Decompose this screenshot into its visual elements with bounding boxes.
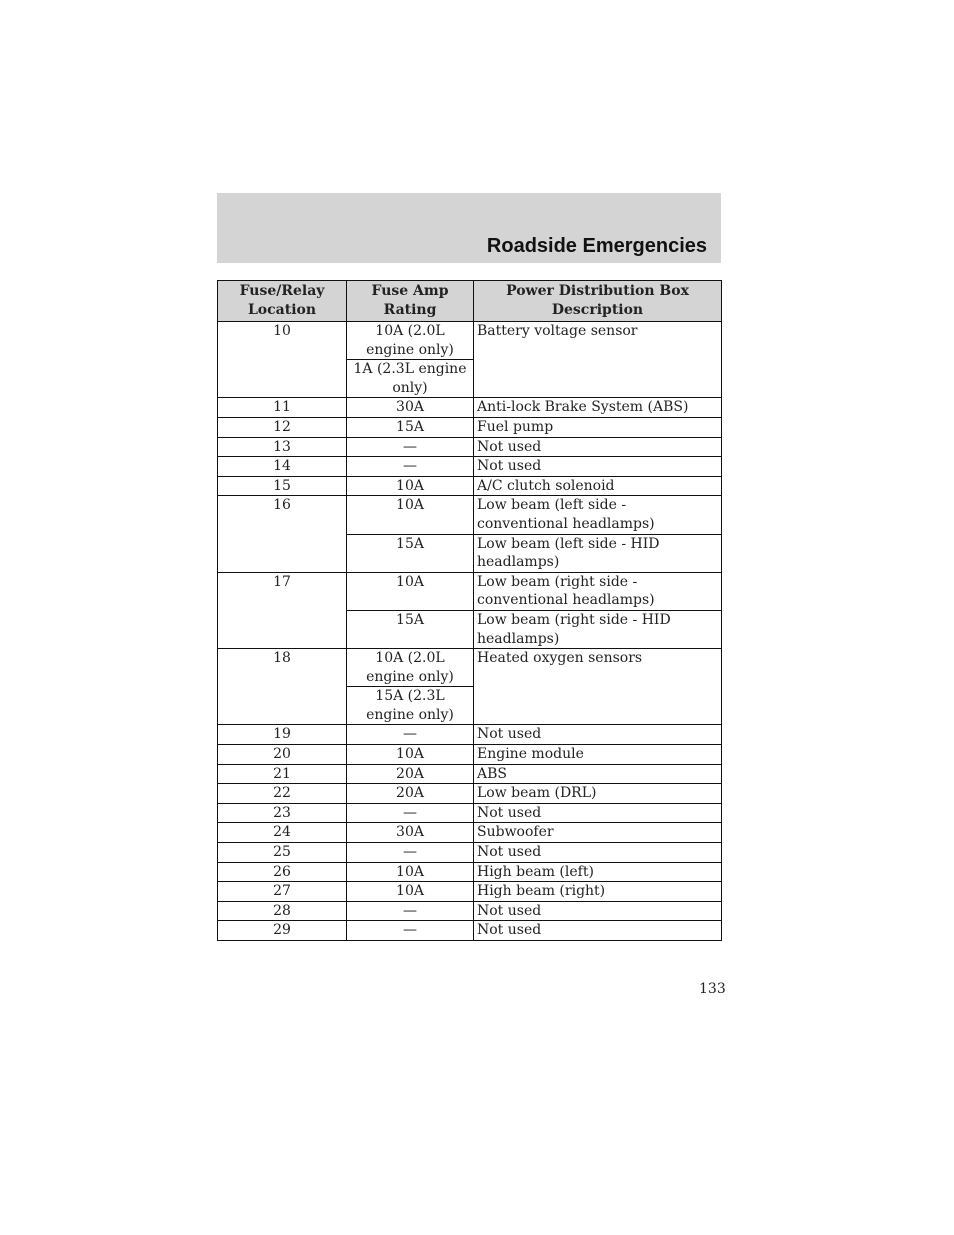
fuse-amp-cell: 10A <box>347 476 474 496</box>
fuse-description-cell: A/C clutch solenoid <box>474 476 722 496</box>
fuse-description-cell: Low beam (left side - conventional headlamps) <box>474 496 722 534</box>
fuse-description-cell: Anti-lock Brake System (ABS) <box>474 398 722 418</box>
fuse-description-cell: Not used <box>474 437 722 457</box>
fuse-table <box>217 280 722 941</box>
fuse-amp-cell: — <box>347 437 474 457</box>
fuse-description-cell: Not used <box>474 921 722 941</box>
table-row <box>218 862 722 882</box>
fuse-amp-cell: 30A <box>347 398 474 418</box>
fuse-amp-cell: 15A <box>347 610 474 648</box>
fuse-location-cell: 17 <box>218 572 347 648</box>
fuse-description-cell: High beam (right) <box>474 882 722 902</box>
table-header-row <box>218 281 722 322</box>
fuse-amp-cell: 10A <box>347 496 474 534</box>
fuse-amp-cell: 10A <box>347 745 474 765</box>
fuse-description-cell: ABS <box>474 764 722 784</box>
fuse-location-cell: 28 <box>218 901 347 921</box>
fuse-location-cell: 19 <box>218 725 347 745</box>
fuse-description-cell: Not used <box>474 901 722 921</box>
table-row <box>218 398 722 418</box>
table-row <box>218 745 722 765</box>
fuse-amp-cell: 15A <box>347 534 474 572</box>
fuse-amp-cell: — <box>347 803 474 823</box>
table-row <box>218 476 722 496</box>
column-header-amp: Fuse Amp Rating <box>347 281 474 322</box>
fuse-amp-cell: — <box>347 725 474 745</box>
fuse-location-cell: 21 <box>218 764 347 784</box>
table-row <box>218 457 722 477</box>
fuse-description-cell: Low beam (right side - conventional headlamps) <box>474 572 722 610</box>
fuse-location-cell: 16 <box>218 496 347 572</box>
fuse-amp-cell: 1A (2.3L engine only) <box>347 360 474 398</box>
fuse-location-cell: 12 <box>218 417 347 437</box>
fuse-location-cell: 11 <box>218 398 347 418</box>
fuse-amp-cell: — <box>347 843 474 863</box>
fuse-location-cell: 18 <box>218 649 347 725</box>
fuse-description-cell: High beam (left) <box>474 862 722 882</box>
fuse-location-cell: 23 <box>218 803 347 823</box>
fuse-amp-cell: 20A <box>347 784 474 804</box>
fuse-location-cell: 15 <box>218 476 347 496</box>
fuse-location-cell: 24 <box>218 823 347 843</box>
table-body <box>218 322 722 941</box>
fuse-location-cell: 25 <box>218 843 347 863</box>
table-row <box>218 921 722 941</box>
fuse-amp-cell: 10A (2.0L engine only) <box>347 649 474 687</box>
fuse-description-cell: Low beam (DRL) <box>474 784 722 804</box>
table-row <box>218 764 722 784</box>
table-row <box>218 437 722 457</box>
fuse-location-cell: 22 <box>218 784 347 804</box>
fuse-location-cell: 29 <box>218 921 347 941</box>
fuse-location-cell: 13 <box>218 437 347 457</box>
fuse-amp-cell: — <box>347 921 474 941</box>
column-header-description: Power Distribution Box Description <box>474 281 722 322</box>
fuse-location-cell: 14 <box>218 457 347 477</box>
fuse-description-cell: Not used <box>474 457 722 477</box>
fuse-description-cell: Not used <box>474 843 722 863</box>
table-row <box>218 649 722 687</box>
table-row <box>218 496 722 534</box>
table-row <box>218 417 722 437</box>
fuse-amp-cell: 10A <box>347 862 474 882</box>
table-row <box>218 322 722 360</box>
fuse-amp-cell: 10A <box>347 572 474 610</box>
fuse-description-cell: Not used <box>474 725 722 745</box>
fuse-location-cell: 26 <box>218 862 347 882</box>
fuse-location-cell: 27 <box>218 882 347 902</box>
section-title: Roadside Emergencies <box>486 235 707 257</box>
table-row <box>218 784 722 804</box>
fuse-amp-cell: 30A <box>347 823 474 843</box>
fuse-description-cell: Heated oxygen sensors <box>474 649 722 725</box>
fuse-description-cell: Low beam (right side - HID headlamps) <box>474 610 722 648</box>
fuse-description-cell: Battery voltage sensor <box>474 322 722 398</box>
fuse-amp-cell: 15A <box>347 417 474 437</box>
fuse-location-cell: 10 <box>218 322 347 398</box>
table-row <box>218 803 722 823</box>
table-row <box>218 901 722 921</box>
fuse-location-cell: 20 <box>218 745 347 765</box>
fuse-description-cell: Low beam (left side - HID headlamps) <box>474 534 722 572</box>
table-row <box>218 843 722 863</box>
table-row <box>218 882 722 902</box>
fuse-description-cell: Subwoofer <box>474 823 722 843</box>
fuse-amp-cell: 20A <box>347 764 474 784</box>
fuse-amp-cell: 15A (2.3L engine only) <box>347 687 474 725</box>
fuse-amp-cell: 10A <box>347 882 474 902</box>
column-header-location: Fuse/Relay Location <box>218 281 347 322</box>
fuse-description-cell: Fuel pump <box>474 417 722 437</box>
table-row <box>218 725 722 745</box>
table-row <box>218 823 722 843</box>
page-number: 133 <box>699 981 726 997</box>
fuse-amp-cell: 10A (2.0L engine only) <box>347 322 474 360</box>
fuse-description-cell: Not used <box>474 803 722 823</box>
table-row <box>218 572 722 610</box>
fuse-amp-cell: — <box>347 457 474 477</box>
fuse-description-cell: Engine module <box>474 745 722 765</box>
fuse-amp-cell: — <box>347 901 474 921</box>
section-header-band <box>217 193 721 263</box>
